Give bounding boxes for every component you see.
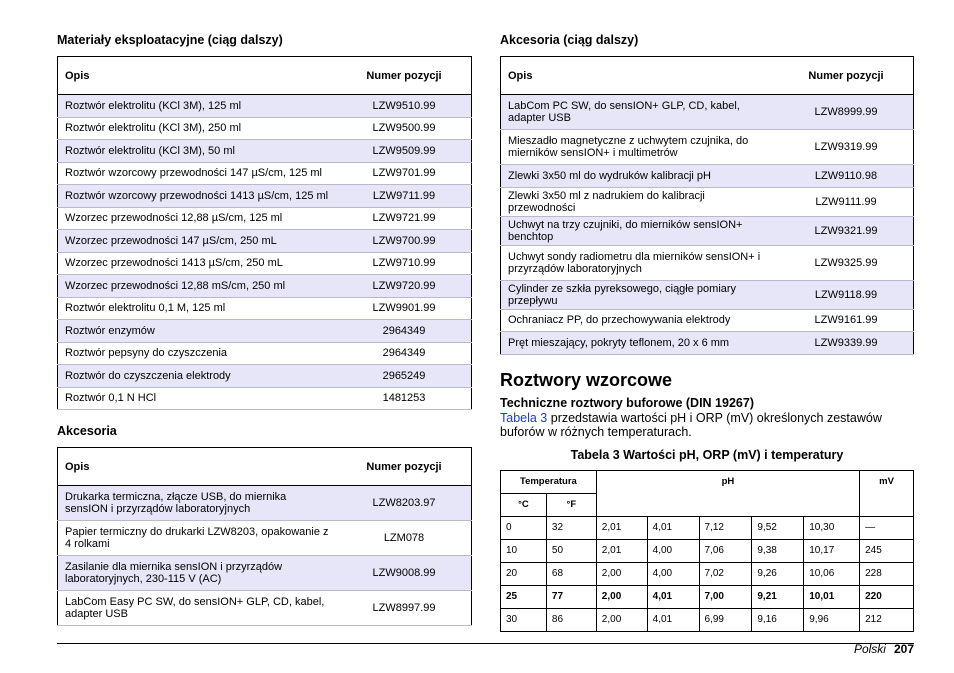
materials-header-desc: Opis xyxy=(58,57,339,95)
item-description: Roztwór elektrolitu 0,1 M, 125 ml xyxy=(58,297,339,320)
table-row xyxy=(58,95,472,118)
page-number: 207 xyxy=(893,642,914,656)
ph-cell: 6,99 xyxy=(699,608,752,631)
item-description: Uchwyt sondy radiometru dla mierników sensION+ i przyrządów laboratoryjnych xyxy=(501,245,781,280)
item-description: Wzorzec przewodności 12,88 µS/cm, 125 ml xyxy=(58,207,339,230)
buffer-table-body xyxy=(501,516,914,631)
item-number: LZW9118.99 xyxy=(780,280,914,309)
item-description: Drukarka termiczna, złącze USB, do miernika sensION i przyrządów laboratoryjnych xyxy=(58,486,339,521)
ph-cell: 10,30 xyxy=(804,516,860,539)
mv-cell: — xyxy=(860,516,914,539)
left-column xyxy=(57,32,472,626)
table-row xyxy=(58,320,472,343)
fahrenheit-cell: 32 xyxy=(546,516,596,539)
table-row xyxy=(58,591,472,626)
materials-header-num: Numer pozycji xyxy=(338,57,472,95)
ph-cell: 9,52 xyxy=(752,516,804,539)
buffer-header-celsius: °C xyxy=(501,493,547,516)
item-number: LZW9721.99 xyxy=(338,207,472,230)
table-caption: Tabela 3 Wartości pH, ORP (mV) i temperatury xyxy=(570,447,844,462)
buffer-header-ph: pH xyxy=(596,470,859,516)
buffer-header-temperature: Temperatura xyxy=(501,470,597,493)
materials-table xyxy=(57,56,472,410)
mv-cell: 212 xyxy=(860,608,914,631)
item-description: Roztwór elektrolitu (KCl 3M), 125 ml xyxy=(58,95,339,118)
ph-cell: 4,01 xyxy=(647,608,699,631)
table-row xyxy=(58,556,472,591)
ph-cell: 10,06 xyxy=(804,562,860,585)
ph-cell: 2,00 xyxy=(596,608,647,631)
table-row xyxy=(58,297,472,320)
celsius-cell: 20 xyxy=(501,562,547,585)
ph-cell: 9,38 xyxy=(752,539,804,562)
intro-paragraph xyxy=(500,411,914,439)
item-description: Papier termiczny do drukarki LZW8203, opakowanie z 4 rolkami xyxy=(58,521,339,556)
item-description: Mieszadło magnetyczne z uchwytem czujnika, do mierników sensION+ i multimetrów xyxy=(501,130,781,165)
item-description: Roztwór 0,1 N HCl xyxy=(58,387,339,410)
item-number: LZW9510.99 xyxy=(338,95,472,118)
celsius-cell: 10 xyxy=(501,539,547,562)
item-description: Wzorzec przewodności 147 µS/cm, 250 mL xyxy=(58,230,339,253)
item-number: LZW9711.99 xyxy=(338,185,472,208)
item-description: Ochraniacz PP, do przechowywania elektrody xyxy=(501,309,781,332)
table-row xyxy=(501,130,914,165)
accessories-cont-table-body xyxy=(501,95,914,355)
table-row xyxy=(501,608,914,631)
footer-language: Polski xyxy=(853,642,886,656)
materials-table-body xyxy=(58,95,472,410)
item-description: LabCom Easy PC SW, do sensION+ GLP, CD, kabel, adapter USB xyxy=(58,591,339,626)
item-number: LZW9509.99 xyxy=(338,140,472,163)
table-row xyxy=(58,207,472,230)
item-number: LZW9319.99 xyxy=(780,130,914,165)
mv-cell: 245 xyxy=(860,539,914,562)
table-row xyxy=(501,245,914,280)
table-row xyxy=(501,280,914,309)
subsection-title: Techniczne roztwory buforowe (DIN 19267) xyxy=(500,395,754,410)
table-row xyxy=(501,309,914,332)
item-description: Pręt mieszający, pokryty teflonem, 20 x 6 mm xyxy=(501,332,781,355)
item-description: LabCom PC SW, do sensION+ GLP, CD, kabel, adapter USB xyxy=(501,95,781,130)
item-number: LZW9161.99 xyxy=(780,309,914,332)
item-number: LZW9720.99 xyxy=(338,275,472,298)
celsius-cell: 25 xyxy=(501,585,547,608)
accessories-table-body xyxy=(58,486,472,626)
table-row xyxy=(58,521,472,556)
buffer-header-fahrenheit: °F xyxy=(546,493,596,516)
ph-cell: 4,00 xyxy=(647,539,699,562)
table-row xyxy=(501,516,914,539)
materials-heading: Materiały eksploatacyjne (ciąg dalszy) xyxy=(57,33,283,47)
ph-cell: 9,16 xyxy=(752,608,804,631)
item-number: 1481253 xyxy=(338,387,472,410)
intro-paragraph-text: przedstawia wartości pH i ORP (mV) określonych zestawów buforów w różnych temperaturach. xyxy=(500,410,882,439)
ph-cell: 4,00 xyxy=(647,562,699,585)
item-number: LZW9110.98 xyxy=(780,165,914,188)
table-row xyxy=(58,185,472,208)
ph-cell: 9,96 xyxy=(804,608,860,631)
item-description: Roztwór pepsyny do czyszczenia xyxy=(58,342,339,365)
table-row xyxy=(58,117,472,140)
accessories-cont-header-num: Numer pozycji xyxy=(780,57,914,95)
table-row xyxy=(501,187,914,216)
buffer-table xyxy=(500,470,914,632)
fahrenheit-cell: 86 xyxy=(546,608,596,631)
ph-cell: 4,01 xyxy=(647,516,699,539)
accessories-header-num: Numer pozycji xyxy=(338,448,472,486)
item-number: LZW9008.99 xyxy=(338,556,472,591)
ph-cell: 10,17 xyxy=(804,539,860,562)
table-row xyxy=(501,216,914,245)
item-number: 2964349 xyxy=(338,320,472,343)
fahrenheit-cell: 77 xyxy=(546,585,596,608)
item-number: LZW9321.99 xyxy=(780,216,914,245)
footer-rule xyxy=(57,643,914,644)
table-row xyxy=(501,165,914,188)
item-description: Wzorzec przewodności 1413 µS/cm, 250 mL xyxy=(58,252,339,275)
item-number: LZW9111.99 xyxy=(780,187,914,216)
item-description: Roztwór wzorcowy przewodności 147 µS/cm, 125 ml xyxy=(58,162,339,185)
accessories-cont-header-desc: Opis xyxy=(501,57,781,95)
accessories-cont-heading: Akcesoria (ciąg dalszy) xyxy=(500,33,639,47)
table-row xyxy=(58,486,472,521)
fahrenheit-cell: 50 xyxy=(546,539,596,562)
item-number: LZW9500.99 xyxy=(338,117,472,140)
ph-cell: 4,01 xyxy=(647,585,699,608)
item-number: LZW9325.99 xyxy=(780,245,914,280)
item-number: LZW9901.99 xyxy=(338,297,472,320)
buffer-header-mv: mV xyxy=(860,470,914,516)
accessories-heading: Akcesoria xyxy=(57,424,117,438)
ph-cell: 7,00 xyxy=(699,585,752,608)
table-row xyxy=(58,230,472,253)
item-number: LZW8999.99 xyxy=(780,95,914,130)
item-description: Wzorzec przewodności 12,88 mS/cm, 250 ml xyxy=(58,275,339,298)
item-description: Roztwór elektrolitu (KCl 3M), 250 ml xyxy=(58,117,339,140)
table-row xyxy=(501,332,914,355)
item-description: Roztwór enzymów xyxy=(58,320,339,343)
ph-cell: 2,00 xyxy=(596,562,647,585)
item-number: LZW9701.99 xyxy=(338,162,472,185)
table-row xyxy=(58,162,472,185)
item-number: 2965249 xyxy=(338,365,472,388)
item-number: LZW9710.99 xyxy=(338,252,472,275)
item-number: 2964349 xyxy=(338,342,472,365)
section-title: Roztwory wzorcowe xyxy=(500,369,673,390)
item-description: Roztwór wzorcowy przewodności 1413 µS/cm, 125 ml xyxy=(58,185,339,208)
accessories-header-desc: Opis xyxy=(58,448,339,486)
table-row xyxy=(501,585,914,608)
item-number: LZW9339.99 xyxy=(780,332,914,355)
accessories-table xyxy=(57,447,472,626)
ph-cell: 10,01 xyxy=(804,585,860,608)
item-number: LZW8997.99 xyxy=(338,591,472,626)
ph-cell: 9,26 xyxy=(752,562,804,585)
item-description: Uchwyt na trzy czujniki, do mierników sensION+ benchtop xyxy=(501,216,781,245)
mv-cell: 220 xyxy=(860,585,914,608)
celsius-cell: 0 xyxy=(501,516,547,539)
table-row xyxy=(501,95,914,130)
item-description: Zlewki 3x50 ml z nadrukiem do kalibracji przewodności xyxy=(501,187,781,216)
table-row xyxy=(58,252,472,275)
ph-cell: 7,12 xyxy=(699,516,752,539)
ph-cell: 9,21 xyxy=(752,585,804,608)
table-reference-link[interactable]: Tabela 3 xyxy=(500,410,548,425)
item-number: LZM078 xyxy=(338,521,472,556)
item-number: LZW8203.97 xyxy=(338,486,472,521)
ph-cell: 7,06 xyxy=(699,539,752,562)
table-row xyxy=(58,342,472,365)
table-row xyxy=(58,140,472,163)
item-description: Roztwór do czyszczenia elektrody xyxy=(58,365,339,388)
ph-cell: 2,01 xyxy=(596,516,647,539)
item-description: Zlewki 3x50 ml do wydruków kalibracji pH xyxy=(501,165,781,188)
table-row xyxy=(58,387,472,410)
item-description: Roztwór elektrolitu (KCl 3M), 50 ml xyxy=(58,140,339,163)
ph-cell: 2,00 xyxy=(596,585,647,608)
fahrenheit-cell: 68 xyxy=(546,562,596,585)
accessories-cont-table xyxy=(500,56,914,355)
table-row xyxy=(58,365,472,388)
page-footer xyxy=(854,642,914,656)
table-row xyxy=(501,539,914,562)
ph-cell: 2,01 xyxy=(596,539,647,562)
table-row xyxy=(58,275,472,298)
item-description: Cylinder ze szkła pyreksowego, ciągłe pomiary przepływu xyxy=(501,280,781,309)
mv-cell: 228 xyxy=(860,562,914,585)
celsius-cell: 30 xyxy=(501,608,547,631)
table-row xyxy=(501,562,914,585)
item-description: Zasilanie dla miernika sensION i przyrządów laboratoryjnych, 230-115 V (AC) xyxy=(58,556,339,591)
ph-cell: 7,02 xyxy=(699,562,752,585)
right-column xyxy=(500,32,914,632)
item-number: LZW9700.99 xyxy=(338,230,472,253)
